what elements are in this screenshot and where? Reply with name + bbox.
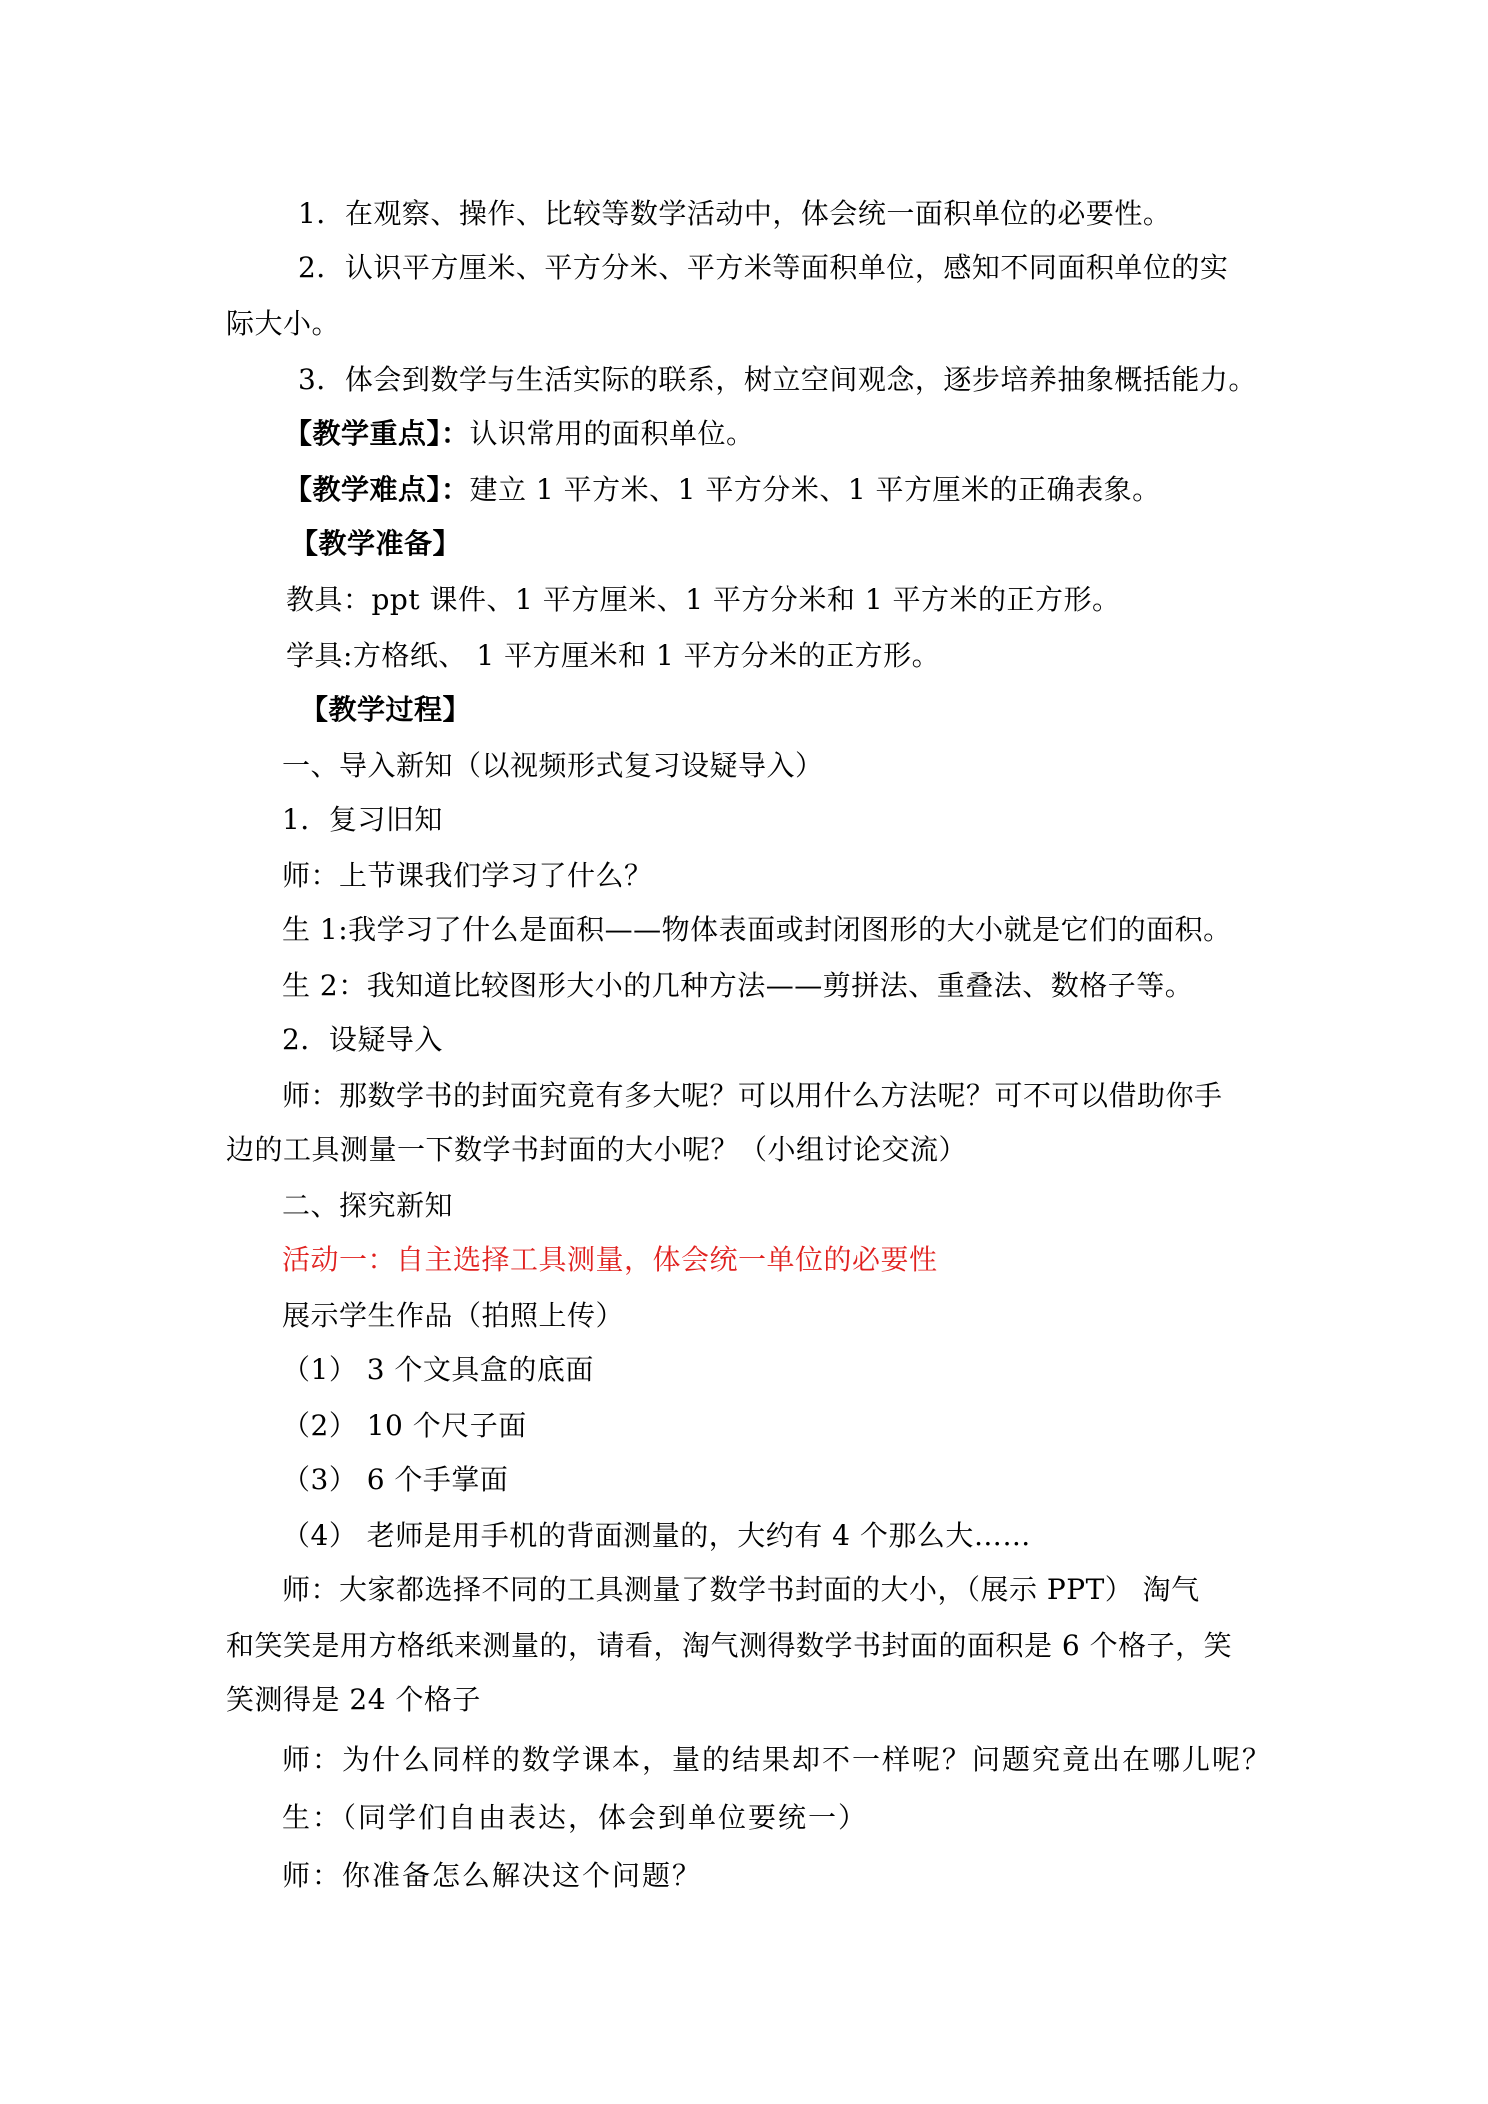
work-item-2: （2） 10 个尺子面 [282,1409,527,1442]
teacher-line-3-cont: 和笑笑是用方格纸来测量的，请看，淘气测得数学书封面的面积是 6 个格子，笑 [226,1629,1233,1662]
preparation-heading: 【教学准备】 [290,527,462,560]
step-question: 2．设疑导入 [282,1023,443,1056]
objective-2: 2．认识平方厘米、平方分米、平方米等面积单位，感知不同面积单位的实 [298,251,1229,284]
teacher-line-1: 师：上节课我们学习了什么？ [282,859,653,892]
work-item-1: （1） 3 个文具盒的底面 [282,1353,594,1386]
student-line-3: 生：（同学们自由表达，体会到单位要统一） [282,1801,869,1834]
work-item-3: （3） 6 个手掌面 [282,1463,509,1496]
key-point [284,416,755,452]
teacher-line-2-cont: 边的工具测量一下数学书封面的大小呢？（小组讨论交流） [226,1133,968,1166]
teacher-line-3: 师：大家都选择不同的工具测量了数学书封面的大小，（展示 PPT） 淘气 [282,1573,1200,1606]
objective-2-cont: 际大小。 [226,307,341,340]
show-works: 展示学生作品（拍照上传） [282,1299,625,1332]
step-review: 1．复习旧知 [282,803,443,836]
objective-3: 3．体会到数学与生活实际的联系，树立空间观念，逐步培养抽象概括能力。 [298,363,1257,396]
section-explore: 二、探究新知 [282,1189,454,1222]
student-line-2: 生 2：我知道比较图形大小的几种方法——剪拼法、重叠法、数格子等。 [282,969,1194,1002]
work-item-4: （4） 老师是用手机的背面测量的，大约有 4 个那么大…… [282,1519,1031,1552]
teacher-line-3-end: 笑测得是 24 个格子 [226,1683,481,1716]
objective-1: 1．在观察、操作、比较等数学活动中，体会统一面积单位的必要性。 [298,197,1172,230]
student-line-1: 生 1:我学习了什么是面积——物体表面或封闭图形的大小就是它们的面积。 [282,913,1232,946]
key-point-label: 【教学重点】： [284,417,470,450]
student-tools: 学具:方格纸、 1 平方厘米和 1 平方分米的正方形。 [286,639,941,672]
section-intro: 一、导入新知（以视频形式复习设疑导入） [282,749,824,782]
teacher-line-2: 师：那数学书的封面究竟有多大呢？可以用什么方法呢？可不可以借助你手 [282,1079,1223,1112]
difficulty [284,472,1161,508]
key-point-text: 认识常用的面积单位。 [469,417,755,450]
difficulty-text: 建立 1 平方米、1 平方分米、1 平方厘米的正确表象。 [469,473,1161,506]
teacher-line-5: 师：你准备怎么解决这个问题？ [282,1859,703,1892]
difficulty-label: 【教学难点】： [284,473,470,506]
activity-one-title: 活动一：自主选择工具测量，体会统一单位的必要性 [282,1243,938,1276]
teacher-line-4: 师：为什么同样的数学课本，量的结果却不一样呢？问题究竟出在哪儿呢？ [282,1743,1273,1776]
process-heading: 【教学过程】 [300,693,472,726]
teacher-tools: 教具：ppt 课件、1 平方厘米、1 平方分米和 1 平方米的正方形。 [286,583,1121,616]
